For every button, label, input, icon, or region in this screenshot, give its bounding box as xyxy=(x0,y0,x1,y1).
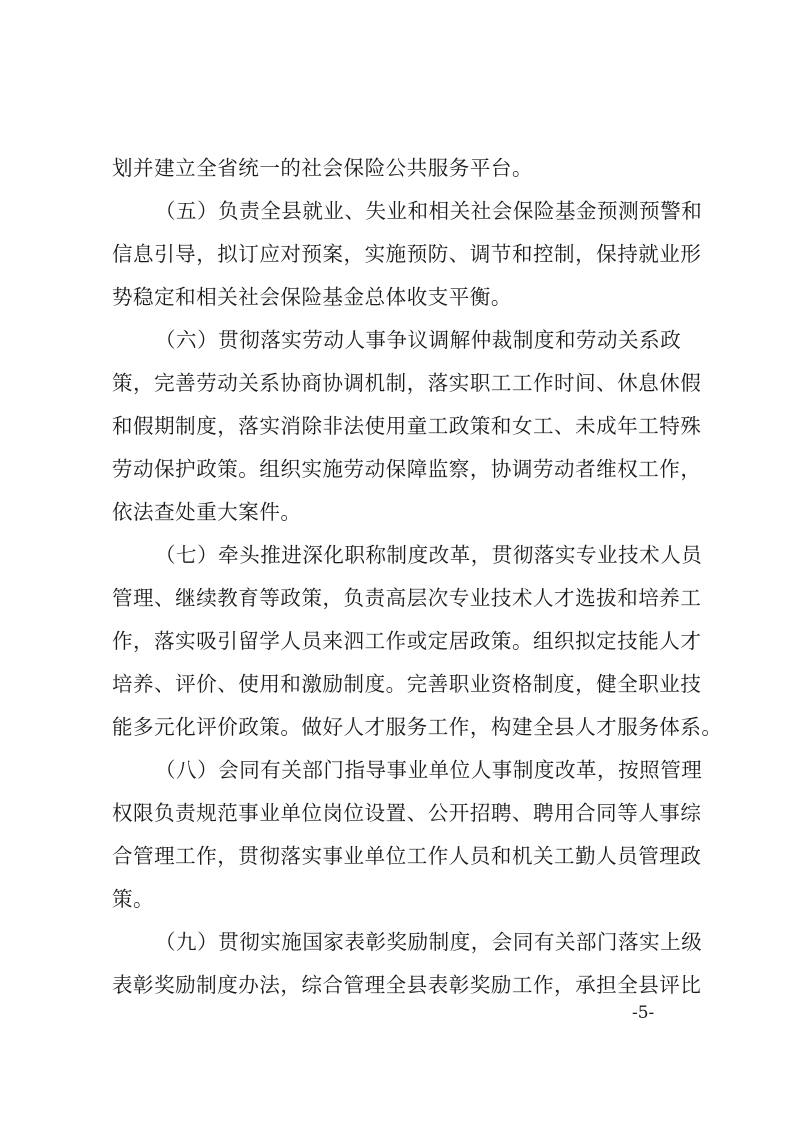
text-line: （八）会同有关部门指导事业单位人事制度改革，按照管理 xyxy=(155,758,703,782)
text-line: 和假期制度，落实消除非法使用童工政策和女工、未成年工特殊 xyxy=(112,414,702,438)
text-line: 表彰奖励制度办法，综合管理全县表彰奖励工作，承担全县评比 xyxy=(112,973,702,997)
text-line: 管理、继续教育等政策，负责高层次专业技术人才选拔和培养工 xyxy=(112,586,702,610)
text-line: 劳动保护政策。组织实施劳动保障监察，协调劳动者维权工作， xyxy=(112,457,702,481)
text-line: （六）贯彻落实劳动人事争议调解仲裁制度和劳动关系政 xyxy=(155,328,682,352)
text-line: 策。 xyxy=(112,887,155,911)
text-line: 依法查处重大案件。 xyxy=(112,500,302,524)
text-line: 权限负责规范事业单位岗位设置、公开招聘、聘用合同等人事综 xyxy=(112,801,702,825)
text-line: （七）牵头推进深化职称制度改革，贯彻落实专业技术人员 xyxy=(155,543,703,567)
text-line: 划并建立全省统一的社会保险公共服务平台。 xyxy=(112,156,533,180)
page-number: -5- xyxy=(632,1003,655,1023)
text-line: （五）负责全县就业、失业和相关社会保险基金预测预警和 xyxy=(155,199,703,223)
text-line: 能多元化评价政策。做好人才服务工作，构建全县人才服务体系。 xyxy=(112,715,723,739)
text-line: 合管理工作，贯彻落实事业单位工作人员和机关工勤人员管理政 xyxy=(112,844,702,868)
text-line: 势稳定和相关社会保险基金总体收支平衡。 xyxy=(112,285,512,309)
text-line: 策，完善劳动关系协商协调机制，落实职工工作时间、休息休假 xyxy=(112,371,702,395)
text-line: 作，落实吸引留学人员来泗工作或定居政策。组织拟定技能人才 xyxy=(112,629,702,653)
text-line: 培养、评价、使用和激励制度。完善职业资格制度，健全职业技 xyxy=(112,672,702,696)
text-line: 信息引导，拟订应对预案，实施预防、调节和控制，保持就业形 xyxy=(112,242,702,266)
text-line: （九）贯彻实施国家表彰奖励制度，会同有关部门落实上级 xyxy=(155,930,703,954)
